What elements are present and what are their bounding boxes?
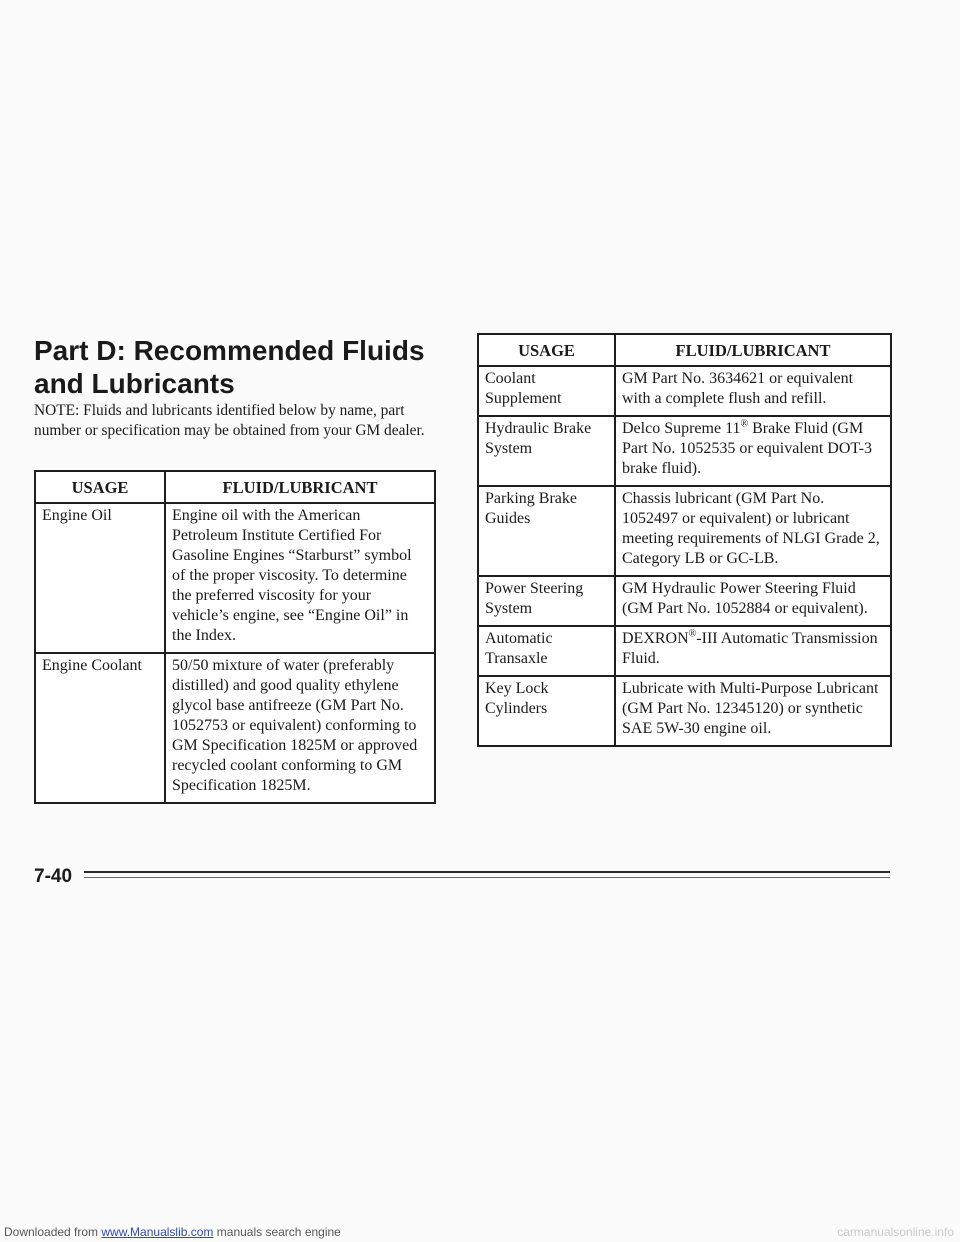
table-row [478, 626, 891, 676]
table-row [35, 503, 435, 653]
usage-cell: Engine Coolant [35, 653, 165, 803]
fluid-cell: 50/50 mixture of water (preferably distilled) and good quality ethylene glycol base antifreeze (GM Part No. 1052753 or equivalent) conforming to GM Specification 1825M or approved recycled coolant conforming to GM Specification 1825M. [165, 653, 435, 803]
footer-rule-thin [84, 877, 890, 878]
table-row [478, 486, 891, 576]
fluid-text: Brake Fluid (GM Part No. 1052535 or equivalent DOT-3 brake fluid). [622, 420, 873, 477]
table-row [478, 416, 891, 486]
table-row [35, 653, 435, 803]
table-header-row [478, 334, 891, 366]
usage-cell: Coolant Supplement [478, 366, 615, 416]
fluid-text: Delco Supreme 11 [622, 420, 741, 437]
intro-note: NOTE: Fluids and lubricants identified below by name, part number or specification may be obtained from your GM dealer. [34, 402, 425, 439]
source-bar [0, 1222, 960, 1242]
manualslib-link[interactable]: www.Manualslib.com [101, 1225, 214, 1239]
footer-rule [84, 871, 890, 873]
usage-cell: Engine Oil [35, 503, 165, 653]
fluids-table-left [34, 470, 436, 804]
source-text [4, 1222, 341, 1242]
usage-cell: Parking Brake Guides [478, 486, 615, 576]
fluid-cell: Engine oil with the American Petroleum Institute Certified For Gasoline Engines “Starburst” symbol of the proper viscosity. To determine the preferred viscosity for your vehicle’s engine, see “Engine Oil” in the Index. [165, 503, 435, 653]
source-prefix: Downloaded from [4, 1225, 102, 1239]
table-row [478, 576, 891, 626]
fluid-cell [615, 416, 891, 486]
usage-column-header: USAGE [35, 471, 165, 503]
source-suffix: manuals search engine [213, 1225, 341, 1239]
table-header-row [35, 471, 435, 503]
usage-cell: Key Lock Cylinders [478, 676, 615, 746]
fluid-cell: GM Part No. 3634621 or equivalent with a complete flush and refill. [615, 366, 891, 416]
usage-cell: Power Steering System [478, 576, 615, 626]
usage-cell: Hydraulic Brake System [478, 416, 615, 486]
usage-column-header: USAGE [478, 334, 615, 366]
fluid-cell: GM Hydraulic Power Steering Fluid (GM Part No. 1052884 or equivalent). [615, 576, 891, 626]
fluid-column-header: FLUID/LUBRICANT [615, 334, 891, 366]
registered-mark: ® [688, 628, 697, 640]
fluid-cell: Chassis lubricant (GM Part No. 1052497 or equivalent) or lubricant meeting requirements of NLGI Grade 2, Category LB or GC-LB. [615, 486, 891, 576]
registered-mark: ® [740, 418, 749, 430]
fluid-text: -III Automatic Transmission Fluid. [622, 630, 878, 667]
page-title: Part D: Recommended Fluids and Lubricants [34, 335, 425, 399]
fluid-cell [615, 626, 891, 676]
fluid-text: DEXRON [622, 630, 689, 647]
fluids-table-right [477, 333, 892, 747]
usage-cell: Automatic Transaxle [478, 626, 615, 676]
page-number: 7-40 [34, 866, 73, 887]
fluid-column-header: FLUID/LUBRICANT [165, 471, 435, 503]
table-row [478, 366, 891, 416]
table-row [478, 676, 891, 746]
fluid-cell: Lubricate with Multi-Purpose Lubricant (GM Part No. 12345120) or synthetic SAE 5W-30 engine oil. [615, 676, 891, 746]
watermark-text: carmanualsonline.info [837, 1225, 954, 1239]
